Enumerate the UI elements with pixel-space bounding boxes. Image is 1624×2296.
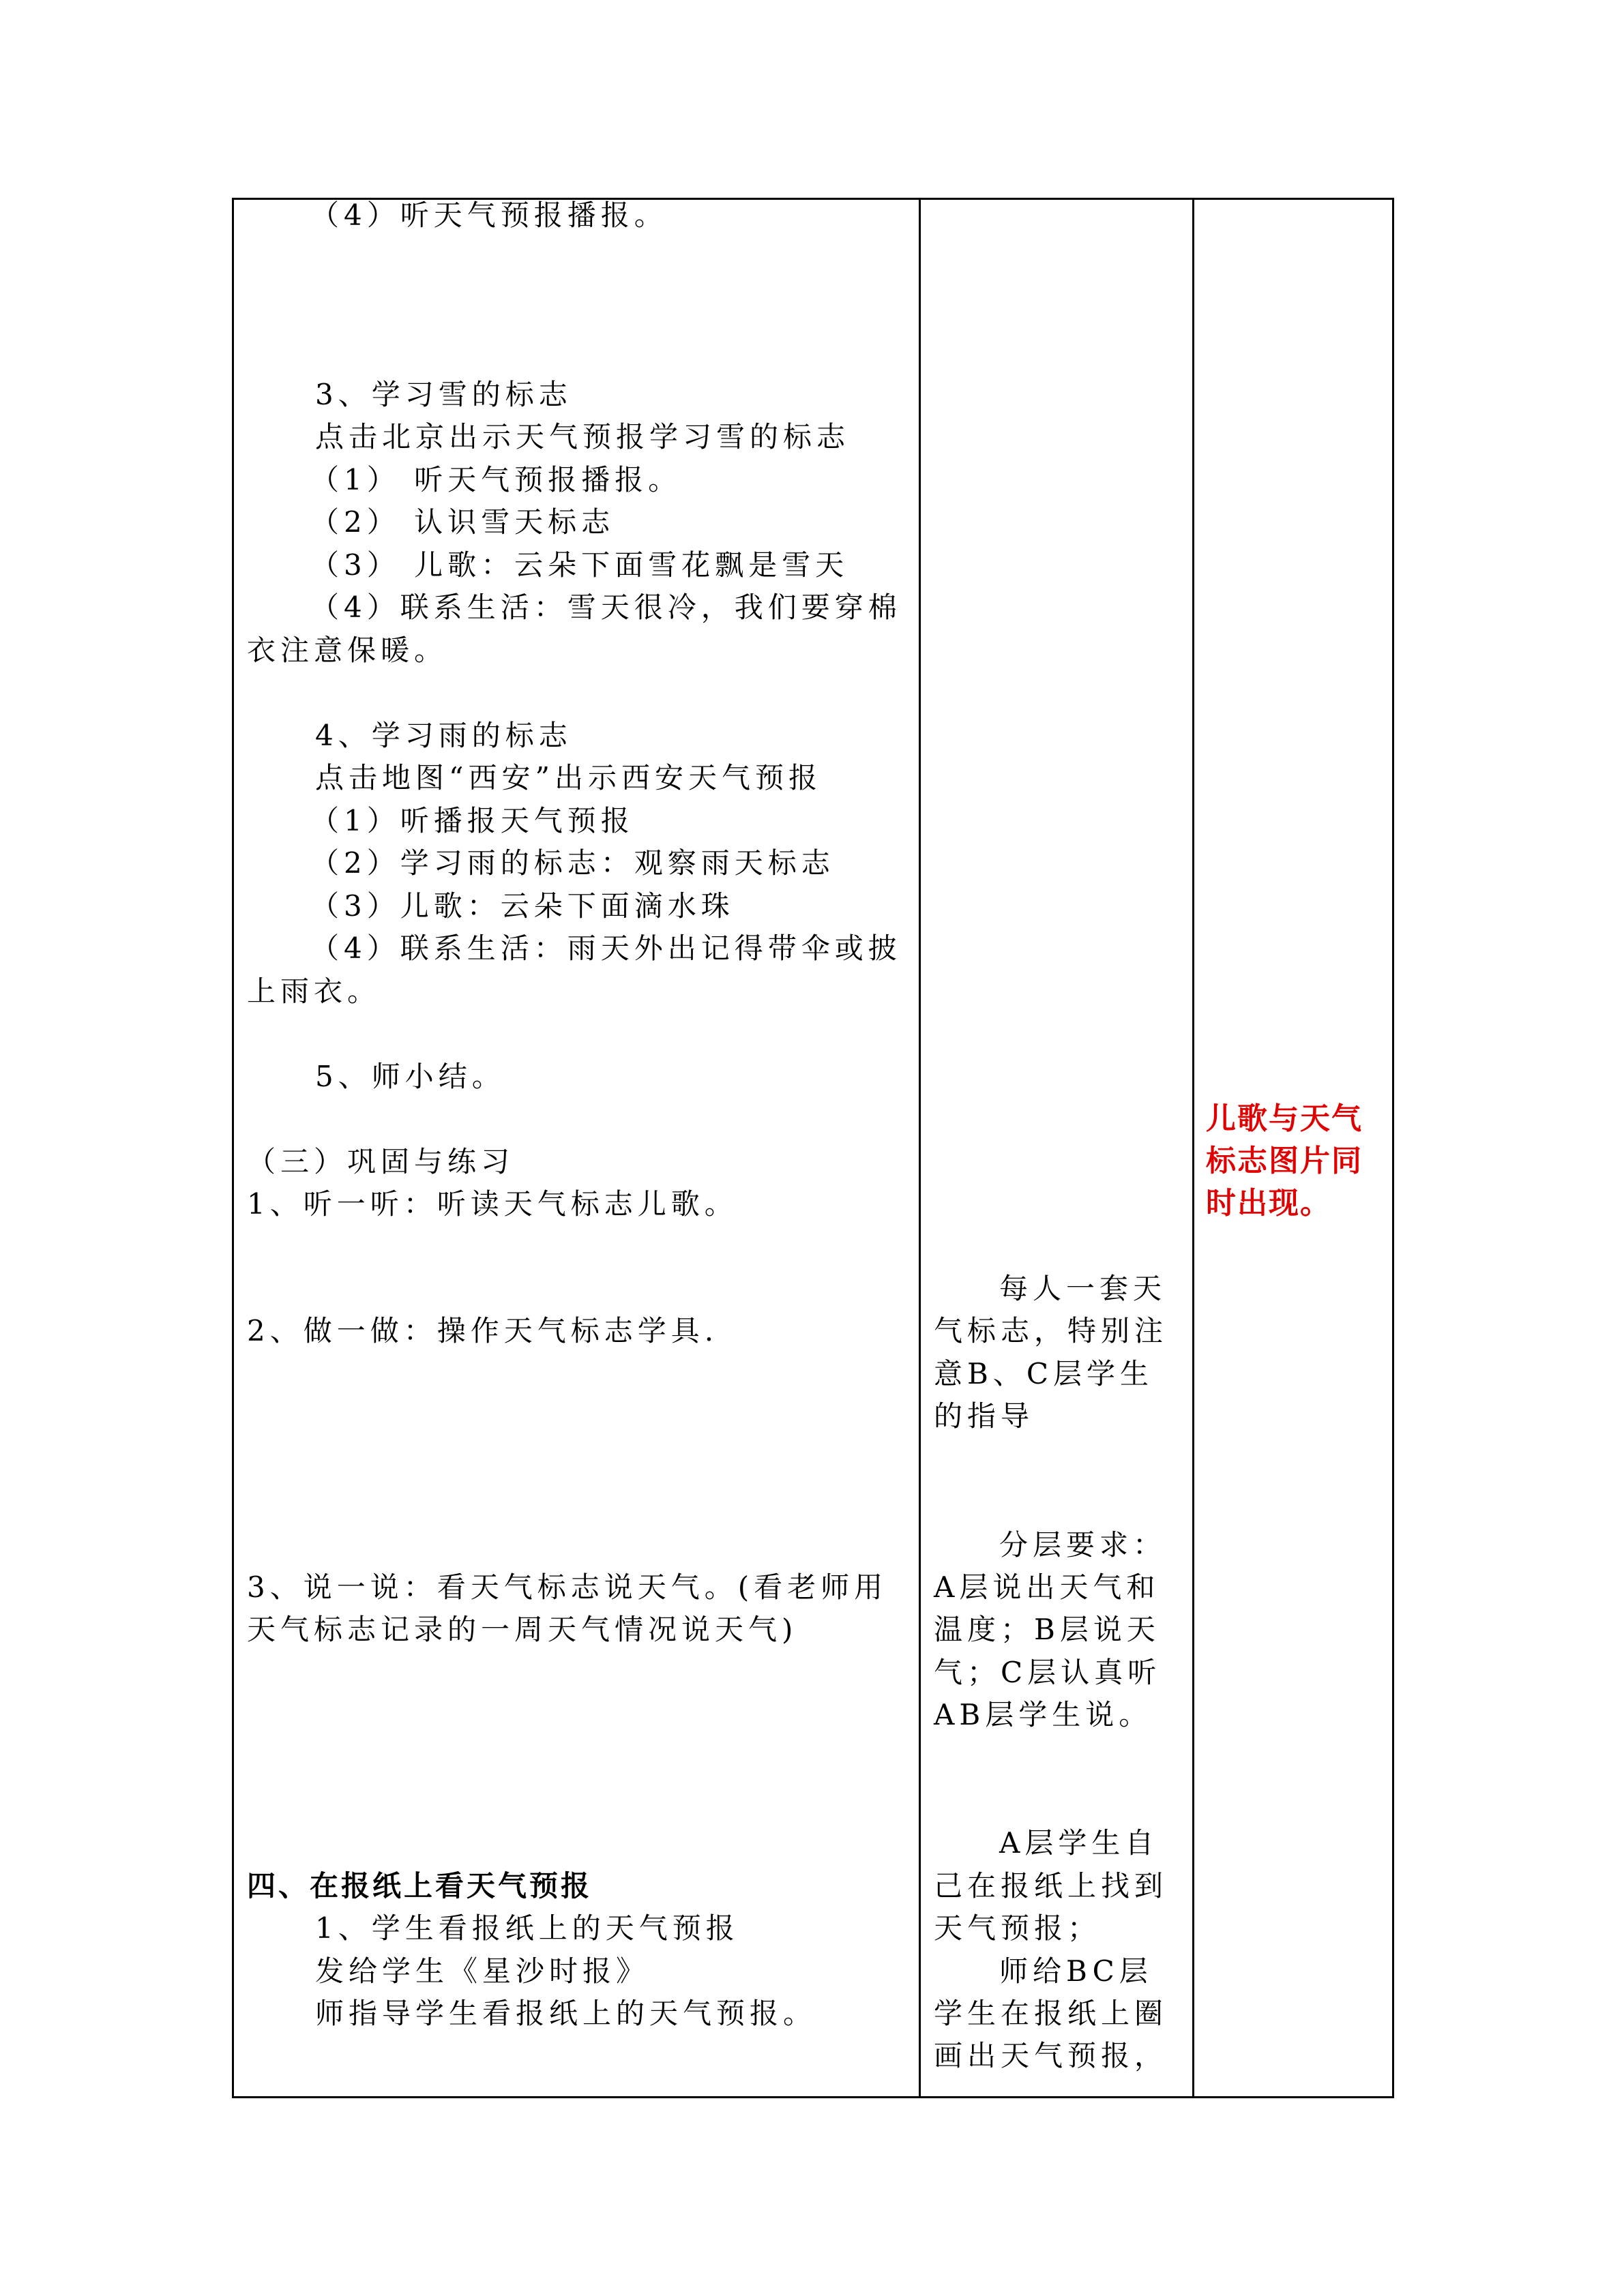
text-line: 气标志，特别注 [934, 1314, 1168, 1347]
text-line: 气；C层认真听 [934, 1656, 1162, 1689]
text-line: 师给BC层 [999, 1954, 1153, 1988]
red-note-line: 时出现。 [1206, 1186, 1331, 1221]
text-line: A层学生自 [999, 1826, 1159, 1860]
table-right-border [1392, 198, 1394, 2098]
section-heading-bold: 四、在报纸上看天气预报 [247, 1869, 593, 1903]
text-line: （3）儿歌：云朵下面滴水珠 [310, 889, 735, 923]
table-left-border [232, 198, 234, 2098]
text-line: 的指导 [934, 1399, 1035, 1433]
section-heading: （三）巩固与练习 [247, 1145, 515, 1178]
text-line: 意B、C层学生 [934, 1357, 1154, 1390]
text-line: 每人一套天 [999, 1272, 1167, 1305]
text-line: A层说出天气和 [934, 1570, 1160, 1604]
text-line: 师指导学生看报纸上的天气预报。 [315, 1997, 817, 2030]
text-line: （4）听天气预报播报。 [310, 198, 668, 232]
red-note-line: 标志图片同 [1206, 1144, 1363, 1178]
text-line: （4）联系生活：雨天外出记得带伞或披 [310, 931, 902, 965]
text-line: 1、学生看报纸上的天气预报 [315, 1911, 739, 1945]
column-divider-2 [1192, 198, 1194, 2098]
text-line: 己在报纸上找到 [934, 1869, 1168, 1903]
section-heading: 5、师小结。 [315, 1060, 505, 1093]
text-line: 温度；B层说天 [934, 1613, 1160, 1646]
text-line: 分层要求： [999, 1528, 1167, 1562]
text-line: 1、听一听：听读天气标志儿歌。 [247, 1187, 738, 1221]
text-line: （4）联系生活：雪天很冷，我们要穿棉 [310, 591, 902, 624]
text-line: 发给学生《星沙时报》 [315, 1954, 650, 1988]
text-line: AB层学生说。 [934, 1698, 1153, 1731]
text-line: 上雨衣。 [247, 974, 381, 1008]
text-line: 画出天气预报， [934, 2039, 1168, 2072]
text-line: （2） 认识雪天标志 [310, 505, 615, 539]
text-line: 点击北京出示天气预报学习雪的标志 [315, 420, 851, 453]
text-line: 2、做一做：操作天气标志学具. [247, 1314, 719, 1347]
text-line: （2）学习雨的标志：观察雨天标志 [310, 846, 835, 880]
text-line: （1） 听天气预报播报。 [310, 463, 682, 496]
text-line: （3） 儿歌：云朵下面雪花飘是雪天 [310, 548, 849, 582]
text-line: 天气标志记录的一周天气情况说天气) [247, 1613, 798, 1646]
section-heading: 4、学习雨的标志 [315, 719, 572, 752]
text-line: 天气预报； [934, 1911, 1102, 1945]
section-heading: 3、学习雪的标志 [315, 378, 572, 411]
text-line: 3、说一说：看天气标志说天气。(看老师用 [247, 1570, 888, 1604]
text-line: 学生在报纸上圈 [934, 1997, 1168, 2030]
red-note-line: 儿歌与天气 [1206, 1101, 1363, 1136]
text-line: 点击地图“西安”出示西安天气预报 [315, 761, 822, 794]
text-line: 衣注意保暖。 [247, 633, 448, 667]
table-bottom-border [232, 2096, 1394, 2098]
text-line: （1）听播报天气预报 [310, 804, 634, 837]
column-divider-1 [919, 198, 921, 2098]
